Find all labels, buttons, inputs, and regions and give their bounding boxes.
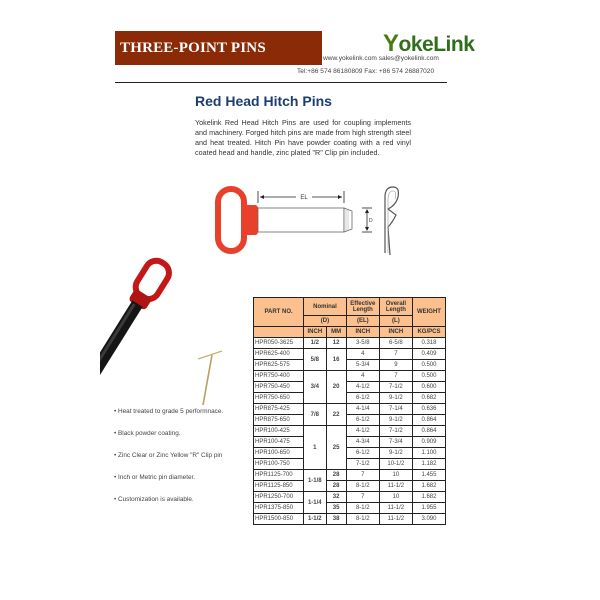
effective-sub: (EL) <box>346 316 379 327</box>
table-row: HPR100-425 1 25 4-1/2 7-1/2 0.864 <box>254 426 446 437</box>
table-row: HPR050-3625 1/2 12 3-5/8 6-5/8 0.318 <box>254 338 446 349</box>
table-row: HPR100-650 6-1/2 9-1/2 1.100 <box>254 448 446 459</box>
unit-mm: MM <box>326 327 346 338</box>
unit-weight: KG/PCS <box>412 327 445 338</box>
unit-el-inch: INCH <box>346 327 379 338</box>
contact-web-email: www.yokelink.com sales@yokelink.com <box>323 55 439 62</box>
r-clip-icon <box>385 187 398 255</box>
feature-list <box>114 408 254 518</box>
col-overall-length: Overall Length <box>379 298 412 316</box>
banner-title: THREE-POINT PINS <box>120 40 266 56</box>
svg-text:D: D <box>369 218 373 224</box>
table-row: HPR100-475 4-3/4 7-3/4 0.909 <box>254 437 446 448</box>
col-weight: WEIGHT <box>412 298 445 327</box>
logo-letter: Y <box>383 30 399 57</box>
feature-item: • Inch or Metric pin diameter. <box>114 474 196 481</box>
yokelink-logo <box>383 30 474 58</box>
table-row: HPR875-650 6-1/2 9-1/2 0.864 <box>254 415 446 426</box>
contact-phone-fax: Tel:+86 574 86180809 Fax: +86 574 26887020 <box>297 68 435 75</box>
col-nominal: Nominal <box>304 298 347 316</box>
header-banner <box>115 31 322 65</box>
table-row: HPR625-400 5/8 16 4 7 0.409 <box>254 349 446 360</box>
table-row: HPR1250-700 1-1/4 32 7 10 1.682 <box>254 492 446 503</box>
table-row: HPR750-450 4-1/2 7-1/2 0.600 <box>254 382 446 393</box>
spec-table <box>253 297 446 525</box>
hitch-pin-diagram <box>200 175 430 265</box>
table-row: HPR750-400 3/4 20 4 7 0.500 <box>254 371 446 382</box>
table-row: HPR1500-850 1-1/2 38 8-1/2 11-1/2 3.090 <box>254 514 446 525</box>
unit-l-inch: INCH <box>379 327 412 338</box>
feature-item: • Black powder coating. <box>114 430 181 437</box>
feature-item: • Heat treated to grade 5 performnace. <box>114 408 224 415</box>
table-row: HPR875-425 7/8 22 4-1/4 7-1/4 0.636 <box>254 404 446 415</box>
feature-item: • Zinc Clear or Zinc Yellow "R" Clip pin <box>114 452 223 459</box>
col-part-no: PART NO. <box>254 298 304 327</box>
nominal-sub: (D) <box>304 316 347 327</box>
table-row: HPR750-650 6-1/2 9-1/2 0.682 <box>254 393 446 404</box>
table-row: HPR625-575 5-3/4 9 0.500 <box>254 360 446 371</box>
hitch-pin-photo <box>100 255 250 405</box>
product-description: Yokelink Red Head Hitch Pins are used for coupling implements and machinery. Forged hitch pins are made from high strength steel and heat treated. Hitch Pin have powder coating with a red vinyl coated head and handle, zinc plated "R" Clip pin included. <box>195 118 411 157</box>
table-row: HPR1125-850 28 8-1/2 11-1/2 1.682 <box>254 481 446 492</box>
logo-text: okeLink <box>398 33 475 56</box>
pin-handle-icon <box>218 189 244 251</box>
col-effective-length: Effective Length <box>346 298 379 316</box>
overall-sub: (L) <box>379 316 412 327</box>
header-divider <box>115 82 447 83</box>
table-row: HPR1375-850 35 8-1/2 11-1/2 1.955 <box>254 503 446 514</box>
product-title: Red Head Hitch Pins <box>195 93 332 109</box>
svg-text:EL: EL <box>300 195 308 201</box>
table-row: HPR100-750 7-1/2 10-1/2 1.182 <box>254 459 446 470</box>
unit-inch: INCH <box>304 327 326 338</box>
table-row: HPR1125-700 1-1/8 28 7 10 1.455 <box>254 470 446 481</box>
feature-item: • Customization is available. <box>114 496 194 503</box>
